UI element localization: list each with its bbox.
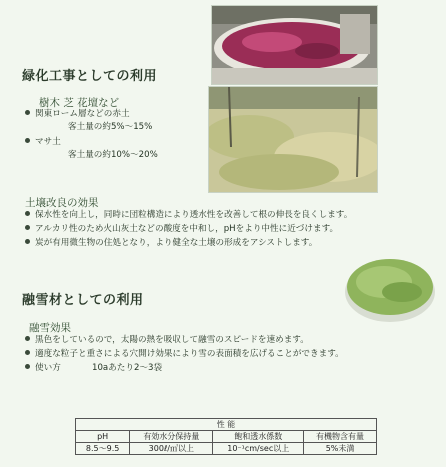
table-header: 飽和透水係数: [213, 431, 304, 443]
list-item: 炭が有用微生物の住処となり，より健全な土壌の形成をアシストします。: [25, 237, 317, 251]
greening-title: 緑化工事としての利用: [22, 69, 158, 84]
snow-subtitle: 融雪効果: [29, 322, 71, 334]
table-cell: 8.5～9.5: [76, 443, 130, 455]
list-item: 使い方: [25, 362, 61, 376]
table-cell: 10⁻¹cm/sec以上: [213, 443, 304, 455]
list-item: マサ土: [25, 136, 61, 150]
bullet-icon: [25, 225, 30, 230]
grass-disc-photo: [344, 252, 436, 324]
table-cell: 5%未満: [304, 443, 377, 455]
list-item: 関東ローム層などの赤土: [25, 108, 130, 122]
bullet-icon: [25, 336, 30, 341]
bullet-icon: [25, 138, 30, 143]
list-item: 黒色をしているので，太陽の熱を吸収して融雪のスピードを速めます。: [25, 334, 309, 348]
table-cell: 300ℓ/㎥以上: [130, 443, 213, 455]
list-item: 適度な粒子と重さによる穴開け効果により雪の表面積を広げることができます。: [25, 348, 344, 362]
snow-title: 融雪材としての利用: [22, 293, 144, 308]
soil-title: 土壌改良の効果: [25, 197, 99, 209]
list-item: 保水性を向上し，同時に団粒構造により透水性を改善して根の伸長を良くします。: [25, 209, 352, 223]
list-item-detail: 客土量の約10%～20%: [68, 150, 158, 160]
bullet-icon: [25, 211, 30, 216]
bullet-icon: [25, 239, 30, 244]
usage-value: 10aあたり2～3袋: [92, 363, 163, 373]
table-header: 有機物含有量: [304, 431, 377, 443]
greening-subtitle: 樹木 芝 花壇など: [39, 97, 120, 109]
bullet-icon: [25, 364, 30, 369]
list-item: アルカリ性のため火山灰土などの酸度を中和し，pHをより中性に近づけます。: [25, 223, 338, 237]
performance-table: [75, 418, 377, 455]
performance-title: 性 能: [76, 419, 377, 431]
turf-lawn-photo: [208, 86, 378, 193]
table-header: 有効水分保持量: [130, 431, 213, 443]
bullet-icon: [25, 110, 30, 115]
bullet-icon: [25, 350, 30, 355]
list-item-detail: 客土量の約5%～15%: [68, 122, 153, 132]
table-header: pH: [76, 431, 130, 443]
flower-bed-photo: [211, 5, 378, 85]
